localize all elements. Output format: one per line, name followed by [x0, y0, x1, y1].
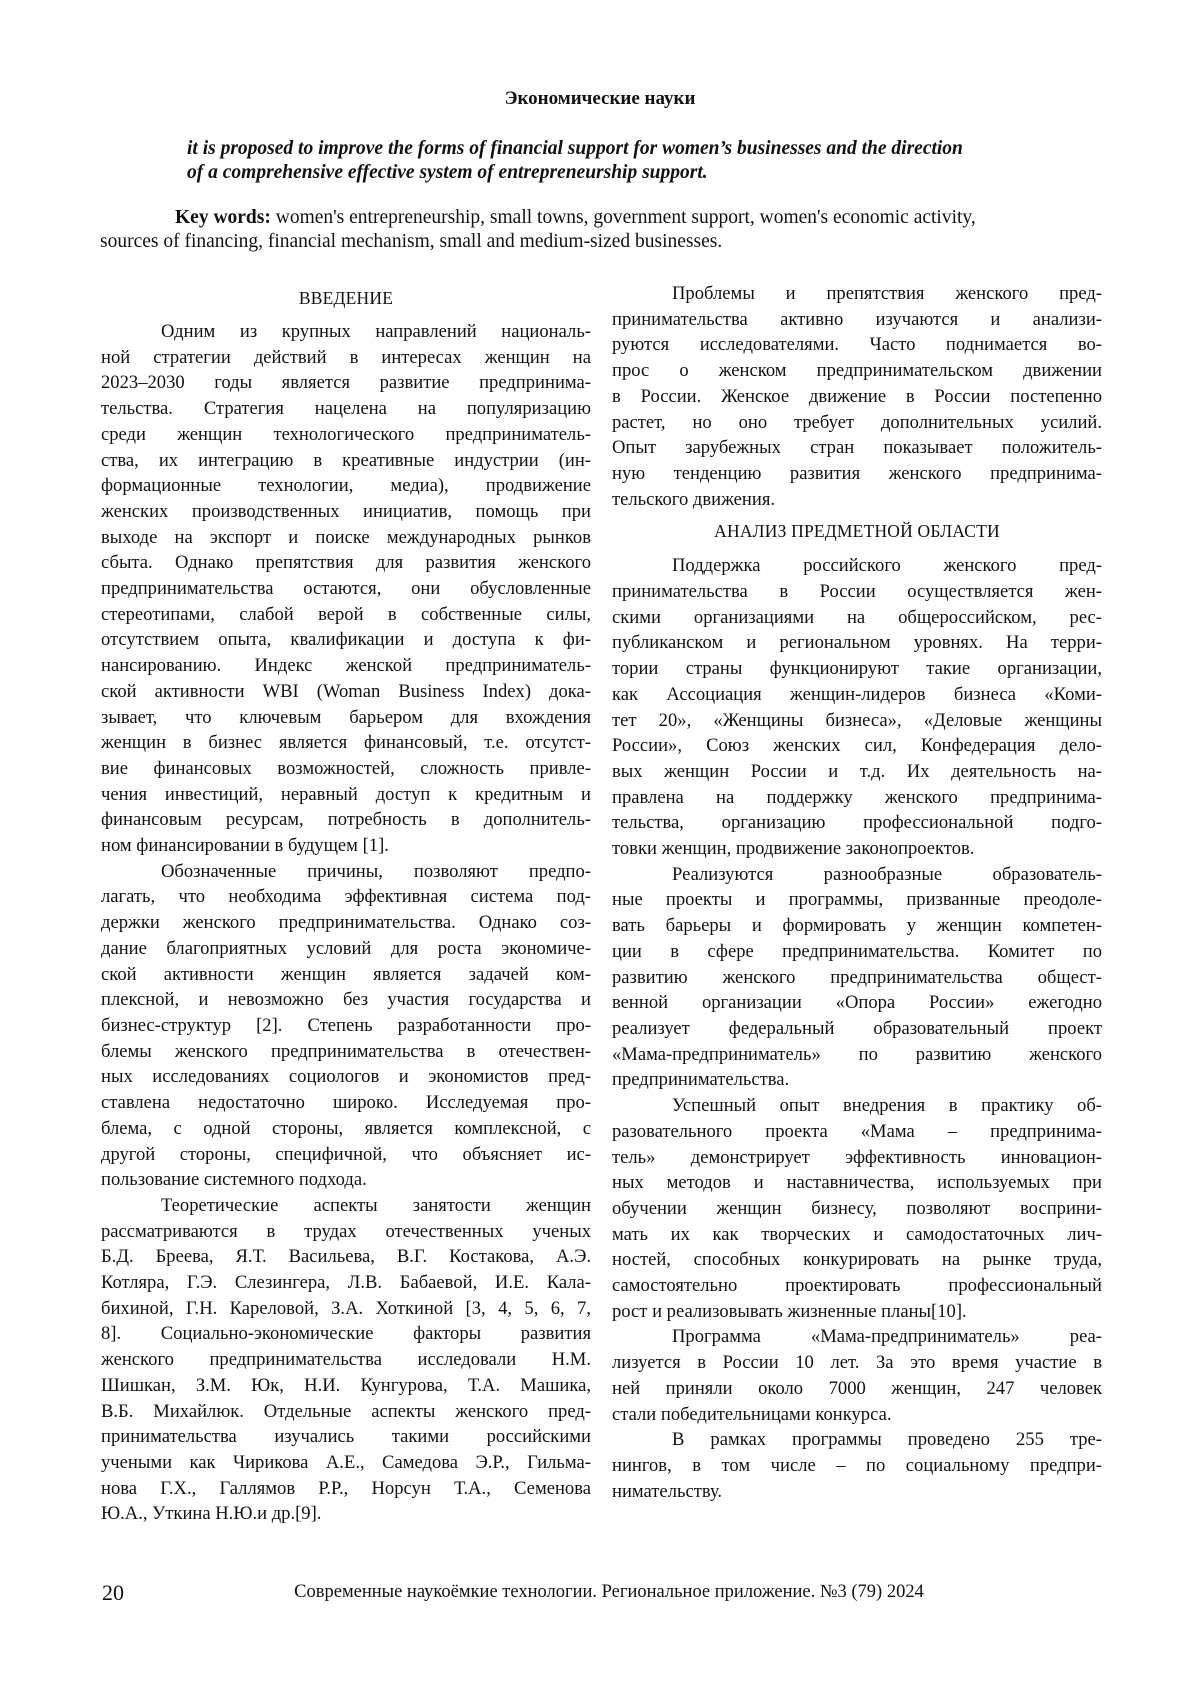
abstract-english-tail — [187, 137, 1101, 185]
text-line: ные проекты и программы, призванные преодоле- — [612, 889, 1102, 911]
abstract-line: of a comprehensive effective system of entrepreneurship support. — [187, 162, 708, 183]
text-line: растет, но оно требует дополнительных усилий. — [612, 411, 1102, 433]
text-line: Проблемы и препятствия женского пред- — [672, 283, 1102, 304]
text-line: ской активности женщин является задачей ком- — [101, 963, 591, 985]
text-line: венной организации «Опора России» ежегодно — [612, 992, 1102, 1014]
keywords-line-2: sources of financing, financial mechanism, small and medium-sized businesses. — [100, 231, 723, 252]
text-line: женского предпринимательства исследовали Н.М. — [101, 1349, 591, 1371]
page-footer — [0, 1580, 1200, 1610]
keywords-text: women's entrepreneurship, small towns, government support, women's economic activity, — [275, 207, 976, 228]
text-line: мать их как творческих и самодостаточных лич- — [612, 1223, 1102, 1245]
keywords-line — [100, 206, 1101, 230]
left-column — [101, 286, 591, 1527]
text-line: принимательства изучались такими российскими — [101, 1426, 591, 1448]
text-line: ции в сфере предпринимательства. Комитет по — [612, 940, 1102, 962]
text-line: обучении женщин бизнесу, позволяют восприни- — [612, 1197, 1102, 1219]
text-line: стереотипами, слабой верой в собственные силы, — [101, 603, 591, 625]
heading-domain-analysis: АНАЛИЗ ПРЕДМЕТНОЙ ОБЛАСТИ — [714, 521, 1000, 542]
text-line: 8]. Социально-экономические факторы развития — [101, 1323, 591, 1345]
text-line: прос о женском предпринимательском движении — [612, 360, 1102, 382]
text-line: Обозначенные причины, позволяют предпо- — [161, 860, 591, 882]
text-line: ства, их интеграцию в креативные индустрии (ин- — [101, 449, 591, 471]
text-line: пользование системного подхода. — [101, 1169, 367, 1191]
text-line: ностей, способных конкурировать на рынке труда, — [612, 1249, 1102, 1271]
page-number: 20 — [102, 1580, 124, 1605]
text-line: Шишкан, З.М. Юк, Н.И. Кунгурова, Т.А. Машика, — [101, 1374, 591, 1396]
text-line: блема, с одной стороны, является комплексной, с — [101, 1117, 591, 1139]
text-line: другой стороны, специфичной, что объясняет ис- — [101, 1143, 591, 1165]
text-line: реализует федеральный образовательный проект — [612, 1017, 1102, 1039]
text-line: тельства, организацию профессиональной подго- — [612, 812, 1102, 834]
text-line: руются исследователями. Часто поднимается во- — [612, 334, 1102, 356]
text-line: ных методов и наставничества, используемых при — [612, 1172, 1102, 1194]
text-line: бизнес-структур [2]. Степень разработанности про- — [101, 1014, 591, 1036]
text-line: бихиной, Г.Н. Кареловой, З.А. Хоткиной [3, 4, 5, 6, 7, — [101, 1297, 591, 1319]
text-line: принимательства активно изучаются и анализи- — [612, 308, 1102, 330]
text-line: нимательству. — [612, 1480, 723, 1502]
text-line: тельства. Стратегия нацелена на популяризацию — [101, 398, 591, 420]
heading-introduction: ВВЕДЕНИЕ — [298, 288, 394, 308]
text-line: вых женщин России и т.д. Их деятельность на- — [612, 760, 1102, 782]
text-line: развитию женского предпринимательства общест- — [612, 966, 1102, 988]
text-line: ской активности WBI (Woman Business Index) дока- — [101, 680, 591, 702]
text-line: ных исследованиях социологов и экономистов пред- — [101, 1066, 591, 1088]
text-line: зывает, что ключевым барьером для вхождения — [101, 706, 591, 728]
paragraph — [612, 1427, 1102, 1504]
text-line: отсутствием опыта, квалификации и доступа к фи- — [101, 629, 591, 651]
text-line: Ю.А., Уткина Н.Ю.и др.[9]. — [101, 1503, 322, 1525]
text-line: как Ассоциация женщин-лидеров бизнеса «Коми- — [612, 683, 1102, 705]
text-line: Реализуются разнообразные образователь- — [672, 863, 1102, 885]
text-line: Котляра, Г.Э. Слезингера, Л.В. Бабаевой, И.Е. Кала- — [101, 1272, 591, 1294]
text-line: женских производственных инициатив, помощь при — [101, 500, 591, 522]
text-line: Опыт зарубежных стран показывает положитель- — [612, 437, 1102, 459]
text-line: Б.Д. Бреева, Я.Т. Васильева, В.Г. Костакова, А.Э. — [101, 1246, 591, 1268]
text-line: стали победительницами конкурса. — [612, 1403, 892, 1425]
paragraph — [101, 319, 591, 859]
text-line: 2023–2030 годы является развитие предпринима- — [101, 372, 591, 394]
abstract-line: it is proposed to improve the forms of financial support for women’s businesses and the direction — [187, 138, 963, 159]
text-line: Программа «Мама-предприниматель» реа- — [672, 1326, 1102, 1348]
text-line: среди женщин технологического предприниматель- — [101, 423, 591, 445]
text-line: В рамках программы проведено 255 тре- — [672, 1429, 1102, 1451]
text-line: В.Б. Михайлюк. Отдельные аспекты женского пред- — [101, 1400, 591, 1422]
text-line: принимательства в России осуществляется жен- — [612, 581, 1102, 603]
right-column — [612, 281, 1102, 1504]
text-line: товки женщин, продвижение законопроектов. — [612, 838, 975, 860]
text-line: выходе на экспорт и поиске международных рынков — [101, 526, 591, 548]
text-line: финансовым ресурсам, потребность в дополнитель- — [101, 809, 591, 831]
text-line: лагать, что необходима эффективная система под- — [101, 886, 591, 908]
text-line: правлена на поддержку женского предпринима- — [612, 786, 1102, 808]
paragraph — [612, 553, 1102, 861]
text-line: формационные технологии, медиа), продвижение — [101, 475, 591, 497]
text-line: предпринимательства остаются, они обусловленные — [101, 578, 591, 600]
text-line: вать барьеры и формировать у женщин компетен- — [612, 915, 1102, 937]
text-line: дание благоприятных условий для роста экономиче- — [101, 937, 591, 959]
text-line: скими организациями на общероссийском, рес- — [612, 606, 1102, 628]
text-line: ней приняли около 7000 женщин, 247 человек — [612, 1377, 1102, 1399]
text-line: женщин в бизнес является финансовый, т.е. отсутст- — [101, 732, 591, 754]
text-line: самостоятельно проектировать профессиональный — [612, 1275, 1102, 1297]
text-line: «Мама-предприниматель» по развитию женского — [612, 1043, 1102, 1065]
paragraph — [612, 1093, 1102, 1324]
paragraph — [612, 862, 1102, 1093]
text-line: тории страны функционируют такие организации, — [612, 658, 1102, 680]
paragraph — [612, 281, 1102, 512]
text-line: держки женского предпринимательства. Однако соз- — [101, 912, 591, 934]
text-line: предпринимательства. — [612, 1069, 790, 1091]
journal-title: Современные наукоёмкие технологии. Региональное приложение. №3 (79) 2024 — [294, 1582, 924, 1602]
text-line: сбыта. Однако препятствия для развития женского — [101, 552, 591, 574]
text-line: разовательного проекта «Мама – предпринима- — [612, 1120, 1102, 1142]
text-line: Одним из крупных направлений националь- — [161, 321, 591, 342]
text-line: ставлена недостаточно широко. Исследуемая про- — [101, 1092, 591, 1114]
text-line: чения инвестиций, неравный доступ к кредитным и — [101, 783, 591, 805]
text-line: ном финансировании в будущем [1]. — [101, 835, 389, 857]
text-line: Поддержка российского женского пред- — [672, 555, 1102, 577]
text-line: нансированию. Индекс женской предприниматель- — [101, 655, 591, 677]
paragraph — [101, 1193, 591, 1527]
text-line: в России. Женское движение в России постепенно — [612, 385, 1102, 407]
text-line: рассматриваются в трудах отечественных ученых — [101, 1220, 591, 1242]
text-line: рост и реализовывать жизненные планы[10]. — [612, 1300, 967, 1322]
paragraph — [612, 1324, 1102, 1427]
text-line: блемы женского предпринимательства в отечествен- — [101, 1040, 591, 1062]
text-line: ную тенденцию развития женского предпринима- — [612, 462, 1102, 484]
text-line: публиканском и региональном уровнях. На терри- — [612, 632, 1102, 654]
keywords-label: Key words: — [175, 207, 271, 228]
text-line: вие финансовых возможностей, сложность привле- — [101, 757, 591, 779]
text-line: России», Союз женских сил, Конфедерация дело- — [612, 735, 1102, 757]
text-line: Успешный опыт внедрения в практику об- — [672, 1095, 1102, 1117]
text-line: ной стратегии действий в интересах женщин на — [101, 346, 591, 368]
text-line: плексной, и невозможно без участия государства и — [101, 989, 591, 1011]
text-line: тель» демонстрирует эффективность инновацион- — [612, 1146, 1102, 1168]
keywords-block — [100, 206, 1101, 254]
text-line: нингов, в том числе – по социальному предпри- — [612, 1454, 1102, 1476]
text-line: тет 20», «Женщины бизнеса», «Деловые женщины — [612, 709, 1102, 731]
paragraph — [101, 859, 591, 1193]
text-line: учеными как Чирикова А.Е., Самедова Э.Р., Гильма- — [101, 1451, 591, 1473]
text-line: нова Г.Х., Галлямов Р.Р., Норсун Т.А., Семенова — [101, 1477, 591, 1499]
text-line: Теоретические аспекты занятости женщин — [161, 1194, 591, 1216]
text-line: лизуется в России 10 лет. За это время участие в — [612, 1352, 1102, 1374]
text-line: тельского движения. — [612, 488, 776, 510]
section-header: Экономические науки — [504, 88, 696, 109]
